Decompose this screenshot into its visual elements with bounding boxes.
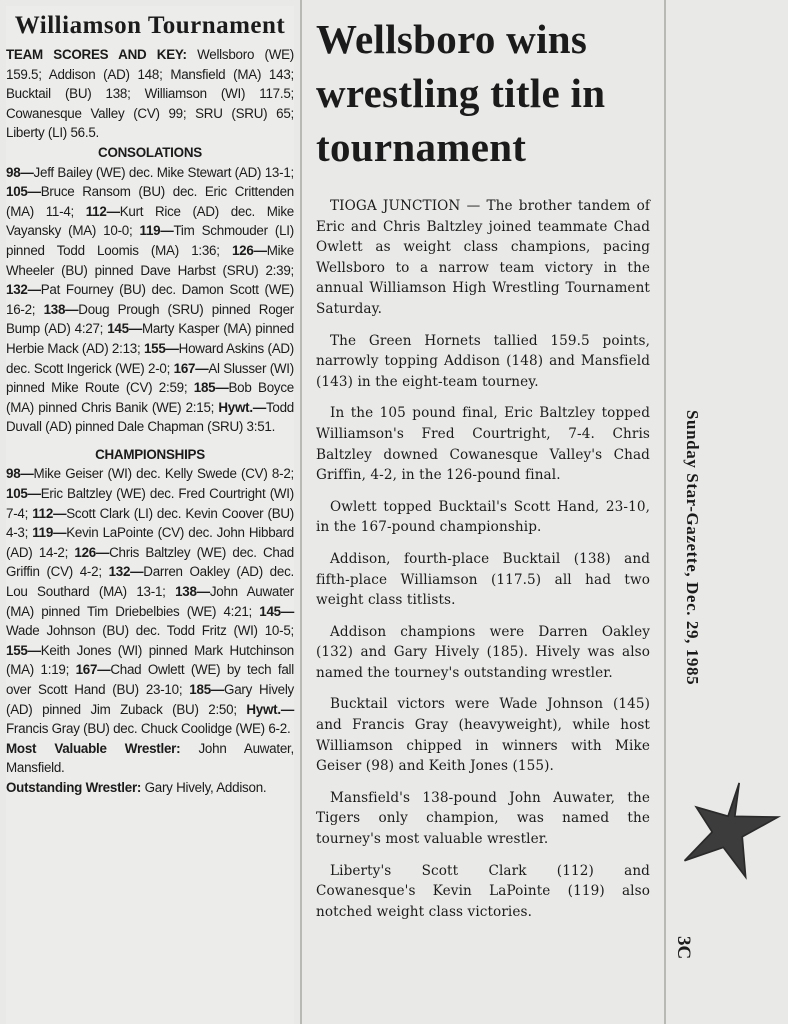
consolation-result: Bruce Ransom (BU) dec. Eric Crittenden (MA) 11-4; xyxy=(6,184,294,219)
star-icon xyxy=(672,776,784,888)
headline: Wellsboro wins wrestling title in tournament xyxy=(316,16,606,170)
championship-result: Scott Clark (LI) dec. Kevin Coover (BU) 4-3; xyxy=(6,505,294,541)
consolation-result: Tim Schmouder (LI) pinned Todd Loomis (MA) 1:36; xyxy=(6,223,294,258)
results-sidebar xyxy=(6,6,294,1024)
championship-weight: 119 xyxy=(32,525,54,541)
consolation-weight: 126 xyxy=(231,242,254,258)
consolation-weight: 145 xyxy=(107,321,129,337)
team-scores xyxy=(6,45,294,143)
championship-weight: 105 xyxy=(6,486,28,502)
article-body xyxy=(316,196,650,922)
consolation-result: Todd Duvall (AD) pinned Dale Chapman (SRU) 3:51. xyxy=(6,399,294,435)
margin-divider xyxy=(664,0,666,1024)
championship-result: John Auwater (MA) pinned Tim Driebelbies (WE) 4:21; xyxy=(6,584,294,619)
star-shape xyxy=(675,778,784,885)
consolation-result: Jeff Bailey (WE) dec. Mike Stewart (AD) 13-1; xyxy=(33,164,294,180)
consolation-result: Doug Prough (SRU) pinned Roger Bump (AD) 4:27; xyxy=(6,301,294,337)
championship-result: Eric Baltzley (WE) dec. Fred Courtright (WI) 7-4; xyxy=(6,486,294,521)
sidebar-title: Williamson Tournament xyxy=(14,12,286,39)
consolation-result: Mike Wheeler (BU) pinned Dave Harbst (SRU) 2:39; xyxy=(6,242,294,278)
article xyxy=(310,6,652,1018)
outstanding-wrestler xyxy=(6,778,294,798)
consolation-result: Al Slusser (WI) pinned Mike Route (CV) 2:59; xyxy=(6,360,294,396)
article-paragraph: Owlett topped Bucktail's Scott Hand, 23-10, in the 167-pound championship. xyxy=(316,498,650,536)
championship-weight: 145 xyxy=(259,603,281,619)
article-paragraph: TIOGA JUNCTION — The brother tandem of Eric and Chris Baltzley joined teammate Chad Owlett as weight class champions, pacing Wellsboro to a narrow team victory in the annual Williamson High Wrestling Tournament Saturday. xyxy=(316,198,650,317)
consolation-result: Howard Askins (AD) dec. Scott Ingerick (WE) 2-0; xyxy=(6,340,295,376)
consolation-weight: 167 xyxy=(173,360,196,376)
consolations-list: 98—Jeff Bailey (WE) dec. Mike Stewart (AD) 13-1; 105—Bruce Ransom (BU) dec. Eric Crittenden (MA) 11-4; 112—Kurt Rice (AD) dec. Mike Vayansky (MA) 10-0; 119—Tim Schmouder (LI) pinned Todd Loomis (MA) 1:36; 126—Mike Wheeler (BU) pinned Dave Harbst (SRU) 2:39; 132—Pat Fourney (BU) dec. Damon Scott (WE) 16-2; 138—Doug Prough (SRU) pinned Roger Bump (AD) 4:27; 145—Marty Kasper (MA) pinned Herbie Mack (AD) 2:13; 155—Howard Askins (AD) dec. Scott Ingerick (WE) 2-0; 167—Al Slusser (WI) pinned Mike Route (CV) 2:59; 185—Bob Boyce (MA) pinned Chris Banik (WE) 2:15; Hywt.—Todd Duvall (AD) pinned Dale Chapman (SRU) 3:51. xyxy=(6,164,295,435)
championship-weight: 138 xyxy=(175,584,197,600)
championship-result: Chad Owlett (WE) by tech fall over Scott Hand (BU) 23-10; xyxy=(6,662,294,697)
consolation-weight: 105 xyxy=(6,184,28,200)
championship-result: Wade Johnson (BU) dec. Todd Fritz (WI) 10-5; xyxy=(6,623,294,639)
ow-text: Gary Hively, Addison. xyxy=(141,779,267,795)
article-paragraph: Addison, fourth-place Bucktail (138) and fifth-place Williamson (117.5) all had two weight class titlists. xyxy=(316,550,650,609)
consolation-weight: 119 xyxy=(139,223,161,239)
article-paragraph: The Green Hornets tallied 159.5 points, narrowly topping Addison (148) and Mansfield (143) in the eight-team tourney. xyxy=(316,332,650,390)
consolation-result: Bob Boyce (MA) pinned Chris Banik (WE) 2:15; xyxy=(6,380,294,415)
consolation-weight: 132 xyxy=(6,282,28,298)
consolation-weight: Hywt. xyxy=(218,399,253,415)
consolation-result: Marty Kasper (MA) pinned Herbie Mack (AD) 2:13; xyxy=(6,321,294,356)
column-divider xyxy=(300,0,302,1024)
consolation-weight: 155 xyxy=(143,340,166,356)
consolation-weight: 185 xyxy=(193,380,216,396)
championship-result: Gary Hively (AD) pinned Jim Zuback (BU) 2:50; xyxy=(6,682,295,717)
championship-weight: 112 xyxy=(32,505,54,521)
consolations-heading: CONSOLATIONS xyxy=(98,144,202,160)
championship-weight: 132 xyxy=(108,564,131,580)
consolation-weight: 98 xyxy=(6,164,21,180)
mvw-text: John Auwater, Mansfield. xyxy=(6,740,294,776)
team-scores-text: Wellsboro (WE) 159.5; Addison (AD) 148; Mansfield (MA) 143; Bucktail (BU) 138; Williamson (WI) 117.5; Cowanesque Valley (CV) 99; SRU (SRU) 65; Liberty (LI) 56.5. xyxy=(6,47,294,141)
championship-result: Kevin LaPointe (CV) dec. John Hibbard (AD) 14-2; xyxy=(6,525,294,560)
championship-weight: 126 xyxy=(74,544,96,560)
championship-result: Chris Baltzley (WE) dec. Chad Griffin (CV) 4-2; xyxy=(6,544,295,580)
championship-weight: 155 xyxy=(6,642,28,658)
championship-result: Francis Gray (BU) dec. Chuck Coolidge (WE) 6-2. xyxy=(6,721,291,737)
championship-weight: 185 xyxy=(189,682,211,697)
consolation-weight: 138 xyxy=(43,301,66,317)
article-paragraph: Liberty's Scott Clark (112) and Cowanesque's Kevin LaPointe (119) also notched weight class victories. xyxy=(316,862,650,920)
article-paragraph: Mansfield's 138-pound John Auwater, the Tigers only champion, was named the tourney's most valuable wrestler. xyxy=(316,789,650,848)
consolation-result: Kurt Rice (AD) dec. Mike Vayansky (MA) 10-0; xyxy=(6,203,294,239)
championship-weight: 167 xyxy=(75,662,98,678)
championship-result: Keith Jones (WI) pinned Mark Hutchinson (MA) 1:19; xyxy=(6,642,294,678)
consolation-weight: 112 xyxy=(85,203,107,219)
consolation-result: Pat Fourney (BU) dec. Damon Scott (WE) 16-2; xyxy=(6,282,294,317)
dateline: Sunday Star-Gazette, Dec. 29, 1985 xyxy=(683,410,702,686)
championship-weight: Hywt. xyxy=(246,701,281,717)
most-valuable-wrestler xyxy=(6,739,294,778)
ow-label: Outstanding Wrestler: xyxy=(6,779,142,795)
team-scores-label: TEAM SCORES AND KEY: xyxy=(6,47,187,62)
championships-list: 98—Mike Geiser (WI) dec. Kelly Swede (CV) 8-2; 105—Eric Baltzley (WE) dec. Fred Courtright (WI) 7-4; 112—Scott Clark (LI) dec. Kevin Coover (BU) 4-3; 119—Kevin LaPointe (CV) dec. John Hibbard (AD) 14-2; 126—Chris Baltzley (WE) dec. Chad Griffin (CV) 4-2; 132—Darren Oakley (AD) dec. Lou Southard (MA) 13-1; 138—John Auwater (MA) pinned Tim Driebelbies (WE) 4:21; 145—Wade Johnson (BU) dec. Todd Fritz (WI) 10-5; 155—Keith Jones (WI) pinned Mark Hutchinson (MA) 1:19; 167—Chad Owlett (WE) by tech fall over Scott Hand (BU) 23-10; 185—Gary Hively (AD) pinned Jim Zuback (BU) 2:50; Hywt.—Francis Gray (BU) dec. Chuck Coolidge (WE) 6-2. xyxy=(6,466,295,737)
article-paragraph: Bucktail victors were Wade Johnson (145) and Francis Gray (heavyweight), while host Williamson chipped in winners with Mike Geiser (98) and Keith Jones (155). xyxy=(316,696,650,775)
championship-weight: 98 xyxy=(6,466,21,482)
article-paragraph: Addison champions were Darren Oakley (132) and Gary Hively (185). Hively was also named the tourney's outstanding wrestler. xyxy=(316,623,650,681)
championships-heading: CHAMPIONSHIPS xyxy=(95,446,205,462)
article-paragraph: In the 105 pound final, Eric Baltzley topped Williamson's Fred Courtright, 7-4. Chris Baltzley downed Cowanesque Valley's Chad Griffin, 4-2, in the 126-pound final. xyxy=(316,405,650,484)
championship-result: Darren Oakley (AD) dec. Lou Southard (MA) 13-1; xyxy=(6,564,294,600)
mvw-label: Most Valuable Wrestler: xyxy=(6,740,181,756)
championship-result: Mike Geiser (WI) dec. Kelly Swede (CV) 8-2; xyxy=(33,466,294,482)
page-number: 3C xyxy=(673,936,694,960)
